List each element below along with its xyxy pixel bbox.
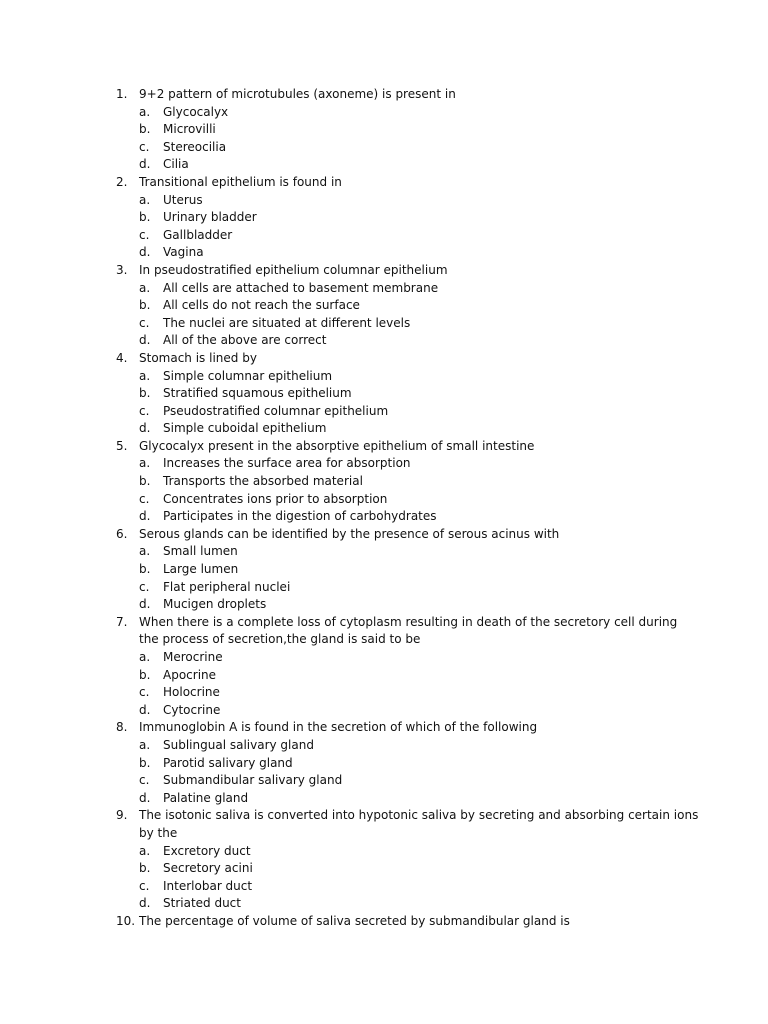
question-number: 9.: [116, 808, 128, 823]
answer-option: [0, 420, 768, 438]
option-letter: d.: [139, 333, 151, 348]
answer-option: [0, 843, 768, 861]
option-letter: c.: [139, 227, 150, 242]
option-letter: a.: [139, 192, 151, 207]
answer-option: [0, 315, 768, 333]
option-letter: c.: [139, 403, 150, 418]
question-number: 1.: [116, 87, 128, 101]
question-line: [0, 86, 768, 104]
option-text: Vagina: [163, 245, 204, 260]
option-letter: d.: [139, 896, 151, 911]
option-letter: a.: [139, 368, 151, 383]
question-item: [0, 526, 768, 614]
option-letter: c.: [139, 773, 150, 788]
question-text: Serous glands can be identified by the presence of serous acinus with: [139, 526, 560, 541]
option-text: Increases the surface area for absorption: [163, 456, 411, 471]
answer-option: [0, 280, 768, 298]
answer-option: [0, 368, 768, 386]
option-letter: d.: [139, 157, 151, 172]
option-text: Concentrates ions prior to absorption: [163, 491, 388, 506]
answer-option: [0, 702, 768, 720]
option-text: Flat peripheral nuclei: [163, 579, 291, 594]
question-line: [0, 719, 768, 737]
option-text: Parotid salivary gland: [163, 755, 293, 770]
answer-option: [0, 473, 768, 491]
option-letter: c.: [139, 579, 150, 594]
option-letter: d.: [139, 509, 151, 524]
question-line: [0, 526, 768, 544]
answer-option: [0, 772, 768, 790]
answer-option: [0, 579, 768, 597]
answer-option: [0, 209, 768, 227]
option-letter: b.: [139, 474, 151, 489]
option-letter: d.: [139, 702, 151, 717]
answer-option: [0, 895, 768, 913]
option-letter: a.: [139, 737, 151, 752]
answer-option: [0, 790, 768, 808]
option-text: Stereocilia: [163, 139, 227, 154]
question-number: 5.: [116, 438, 128, 453]
option-text: Simple cuboidal epithelium: [163, 421, 327, 436]
question-text: The isotonic saliva is converted into hypotonic saliva by secreting and absorbing certain ions: [139, 808, 699, 823]
option-text: Interlobar duct: [163, 878, 253, 893]
question-line: [0, 807, 768, 825]
question-number: 4.: [116, 350, 128, 365]
question-number: 6.: [116, 526, 128, 541]
answer-option: [0, 403, 768, 421]
question-continuation-line: [0, 825, 768, 843]
answer-option: [0, 385, 768, 403]
question-line: [0, 614, 768, 632]
question-item: [0, 614, 768, 720]
option-letter: a.: [139, 104, 151, 119]
question-list: [0, 86, 768, 931]
answer-option: [0, 561, 768, 579]
option-text: Urinary bladder: [163, 210, 257, 225]
question-text: Transitional epithelium is found in: [139, 174, 342, 189]
option-text: Gallbladder: [163, 227, 233, 242]
question-text: by the: [139, 825, 178, 840]
option-letter: a.: [139, 843, 151, 858]
option-text: Striated duct: [163, 896, 241, 911]
question-line: [0, 174, 768, 192]
answer-option: [0, 455, 768, 473]
option-text: The nuclei are situated at different levels: [163, 315, 411, 330]
question-number: 10.: [116, 913, 136, 928]
option-text: All cells do not reach the surface: [163, 298, 360, 313]
question-item: [0, 913, 768, 931]
option-letter: a.: [139, 650, 151, 664]
answer-option: [0, 156, 768, 174]
question-line: [0, 350, 768, 368]
option-text: Submandibular salivary gland: [163, 773, 343, 788]
question-item: [0, 438, 768, 526]
option-text: Apocrine: [163, 667, 217, 682]
answer-option: [0, 737, 768, 755]
question-number: 2.: [116, 174, 128, 189]
option-text: Holocrine: [163, 685, 220, 700]
option-text: Small lumen: [163, 544, 238, 559]
answer-option: [0, 508, 768, 526]
question-text: the process of secretion,the gland is said to be: [139, 632, 421, 647]
answer-option: [0, 244, 768, 262]
option-letter: c.: [139, 685, 150, 700]
option-letter: a.: [139, 280, 151, 295]
option-text: Cytocrine: [163, 702, 221, 717]
answer-option: [0, 104, 768, 122]
option-letter: b.: [139, 861, 151, 876]
option-text: Secretory acini: [163, 861, 253, 876]
answer-option: [0, 878, 768, 896]
option-text: Palatine gland: [163, 790, 249, 805]
option-text: Stratified squamous epithelium: [163, 386, 352, 401]
question-continuation-line: [0, 631, 768, 649]
question-number: 3.: [116, 262, 128, 277]
question-item: [0, 807, 768, 913]
option-text: Pseudostratified columnar epithelium: [163, 403, 389, 418]
answer-option: [0, 139, 768, 157]
option-letter: d.: [139, 790, 151, 805]
question-text: Stomach is lined by: [139, 350, 257, 365]
question-text: Immunoglobin A is found in the secretion of which of the following: [139, 720, 538, 735]
question-item: [0, 719, 768, 807]
answer-option: [0, 667, 768, 685]
option-letter: b.: [139, 755, 151, 770]
question-line: [0, 913, 768, 931]
question-number: 8.: [116, 720, 128, 735]
question-number: 7.: [116, 614, 128, 629]
answer-option: [0, 755, 768, 773]
option-text: Cilia: [163, 157, 189, 172]
question-item: [0, 174, 768, 262]
option-letter: d.: [139, 421, 151, 436]
answer-option: [0, 491, 768, 509]
option-letter: b.: [139, 386, 151, 401]
option-text: Uterus: [163, 192, 203, 207]
answer-option: [0, 227, 768, 245]
answer-option: [0, 649, 768, 667]
answer-option: [0, 121, 768, 139]
option-text: All of the above are correct: [163, 333, 327, 348]
option-letter: b.: [139, 667, 151, 682]
option-letter: d.: [139, 597, 151, 612]
question-item: [0, 350, 768, 438]
option-text: Participates in the digestion of carbohydrates: [163, 509, 437, 524]
question-line: [0, 438, 768, 456]
answer-option: [0, 297, 768, 315]
option-text: Excretory duct: [163, 843, 251, 858]
option-letter: b.: [139, 210, 151, 225]
question-text: When there is a complete loss of cytoplasm resulting in death of the secretory cell during: [139, 614, 678, 629]
option-letter: c.: [139, 139, 150, 154]
answer-option: [0, 596, 768, 614]
question-item: [0, 86, 768, 174]
option-letter: d.: [139, 245, 151, 260]
option-text: All cells are attached to basement membrane: [163, 280, 439, 295]
answer-option: [0, 860, 768, 878]
question-text: 9+2 pattern of microtubules (axoneme) is present in: [139, 87, 456, 101]
option-letter: b.: [139, 122, 151, 137]
option-letter: a.: [139, 456, 151, 471]
question-line: [0, 262, 768, 280]
option-letter: c.: [139, 491, 150, 506]
option-letter: b.: [139, 562, 151, 577]
option-letter: c.: [139, 878, 150, 893]
question-item: [0, 262, 768, 350]
option-text: Simple columnar epithelium: [163, 368, 333, 383]
question-text: The percentage of volume of saliva secreted by submandibular gland is: [139, 913, 570, 928]
question-text: In pseudostratified epithelium columnar epithelium: [139, 262, 448, 277]
option-letter: a.: [139, 544, 151, 559]
answer-option: [0, 543, 768, 561]
answer-option: [0, 684, 768, 702]
option-letter: b.: [139, 298, 151, 313]
answer-option: [0, 192, 768, 210]
option-text: Glycocalyx: [163, 104, 229, 119]
option-text: Microvilli: [163, 122, 216, 137]
answer-option: [0, 332, 768, 350]
option-text: Sublingual salivary gland: [163, 737, 314, 752]
option-text: Mucigen droplets: [163, 597, 267, 612]
question-text: Glycocalyx present in the absorptive epithelium of small intestine: [139, 438, 535, 453]
option-text: Merocrine: [163, 650, 223, 664]
option-text: Large lumen: [163, 562, 239, 577]
option-letter: c.: [139, 315, 150, 330]
option-text: Transports the absorbed material: [163, 474, 363, 489]
